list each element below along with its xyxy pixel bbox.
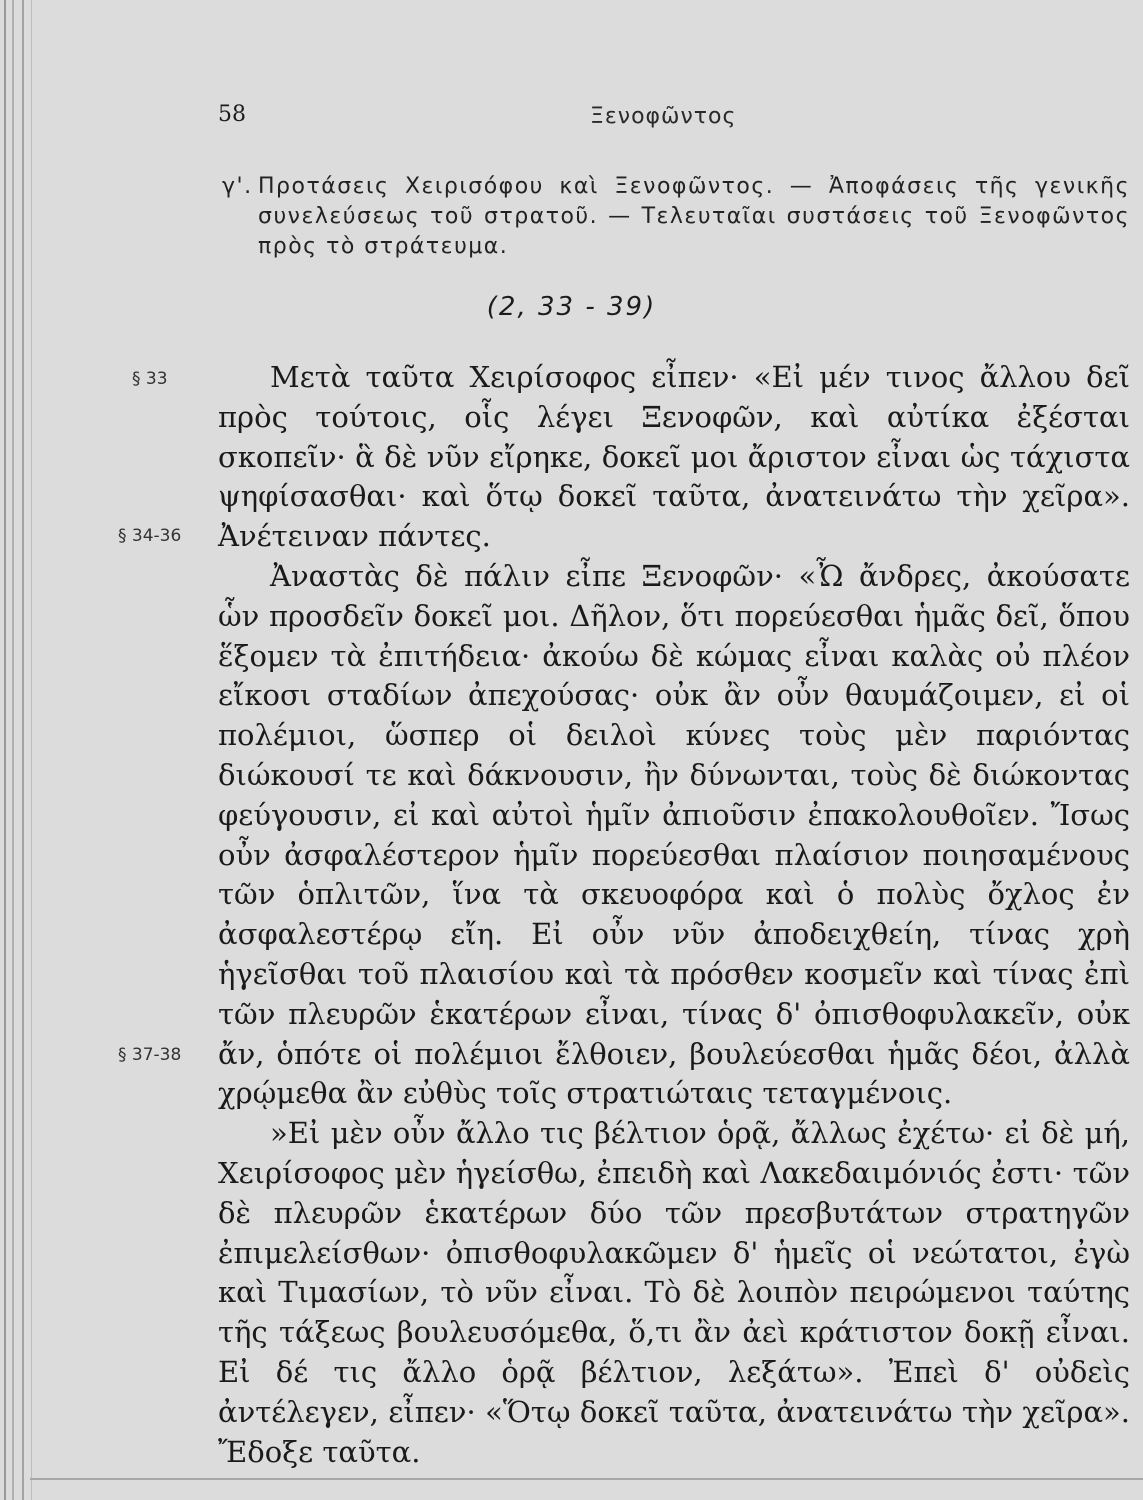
paragraph: Ἀναστὰς δὲ πάλιν εἶπε Ξενοφῶν· «Ὦ ἄνδρες, ἀκούσατε ὧν προσδεῖν δοκεῖ μοι. Δῆλον, ὅτι πορεύεσθαι ἡμᾶς δεῖ, ὅπου ἕξομεν τὰ ἐπιτήδεια· ἀκούω δὲ κώμας εἶναι καλὰς οὐ πλέον εἴκοσι σταδίων ἀπεχούσας· οὐκ ἂν οὖν θαυμάζοιμεν, εἰ οἱ πολέμιοι, ὥσπερ οἱ δειλοὶ κύνες τοὺς μὲν παριόντας διώκουσί τε καὶ δάκνουσιν, ἢν δύνωνται, τοὺς δὲ διώκοντας φεύγουσιν, εἰ καὶ αὐτοὶ ἡμῖν ἀπιοῦσιν ἐπακολουθοῖεν. Ἴσως οὖν ἀσφαλέστερον ἡμῖν πορεύεσθαι πλαίσιον ποιησαμένους τῶν ὁπλιτῶν, ἵνα τὰ σκευοφόρα καὶ ὁ πολὺς ὄχλος ἐν ἀσφαλεστέρῳ εἴη. Εἰ οὖν νῦν ἀποδειχθείη, τίνας χρὴ ἡγεῖσθαι τοῦ πλαισίου καὶ τὰ πρόσθεν κοσμεῖν καὶ τίνας ἐπὶ τῶν πλευρῶν ἑκατέρων εἶναι, τίνας δ' ὀπισθοφυλακεῖν, οὐκ ἄν, ὁπότε οἱ πολέμιοι ἔλθοιεν, βουλεύεσθαι ἡμᾶς δέοι, ἀλλὰ χρῴμεθα ἂν εὐθὺς τοῖς στρατιώταις τεταγμένοις. (218, 558, 1130, 1111)
paragraph: Μετὰ ταῦτα Χειρίσοφος εἶπεν· «Εἰ μέν τινος ἄλλου δεῖ πρὸς τούτοις, οἷς λέγει Ξενοφῶν, καὶ αὐτίκα ἐξέσται σκοπεῖν· ἃ δὲ νῦν εἴρηκε, δοκεῖ μοι ἄριστον εἶναι ὡς τάχιστα ψηφίσασθαι· καὶ ὅτῳ δοκεῖ ταῦτα, ἀνατεινάτω τὴν χεῖρα». Ἀνέτειναν πάντες. (218, 360, 1130, 554)
paragraph: »Εἰ μὲν οὖν ἄλλο τις βέλτιον ὁρᾷ, ἄλλως ἐχέτω· εἰ δὲ μή, Χειρίσοφος μὲν ἡγείσθω, ἐπειδὴ καὶ Λακεδαιμόνιός ἐστι· τῶν δὲ πλευρῶν ἑκατέρων δύο τῶν πρεσβυτάτων στρατηγῶν ἐπιμελείσθων· ὀπισθοφυλακῶμεν δ' ἡμεῖς οἱ νεώτατοι, ἐγὼ καὶ Τιμασίων, τὸ νῦν εἶναι. Τὸ δὲ λοιπὸν πειρώμενοι ταύτης τῆς τάξεως βουλευσόμεθα, ὅ,τι ἂν ἀεὶ κράτιστον δοκῇ εἶναι. Εἰ δέ τις ἄλλο ὁρᾷ βέλτιον, λεξάτω». Ἐπεὶ δ' οὐδεὶς ἀντέλεγεν, εἶπεν· «Ὅτῳ δοκεῖ ταῦτα, ἀνατεινάτω τὴν χεῖρα». Ἔδοξε ταῦτα. (218, 1116, 1130, 1469)
page-number: 58 (218, 102, 246, 127)
summary-text: Προτάσεις Χειρισόφου καὶ Ξενοφῶντος. — Ἀποφάσεις τῆς γενικῆς συνελεύσεως τοῦ στρατοῦ. — Τελευταῖαι συστάσεις τοῦ Ξενοφῶντος πρὸς τὸ στράτευμα. (258, 174, 1130, 259)
page-edge (4, 0, 6, 1500)
page-edge (12, 0, 14, 1500)
margin-reference: § 34-36 (118, 526, 182, 546)
chapter-summary (222, 172, 1130, 262)
summary-marker: γ'. (222, 174, 253, 199)
margin-reference: § 37-38 (118, 1045, 182, 1065)
page-edge (22, 0, 24, 1500)
page-bottom-edge (30, 1478, 1143, 1480)
section-reference: (2, 33 - 39) (486, 292, 657, 322)
margin-reference: § 33 (132, 369, 168, 389)
body-text (218, 358, 1130, 1472)
running-head: Ξενοφῶντος (590, 104, 737, 129)
page-edge (31, 0, 32, 1500)
